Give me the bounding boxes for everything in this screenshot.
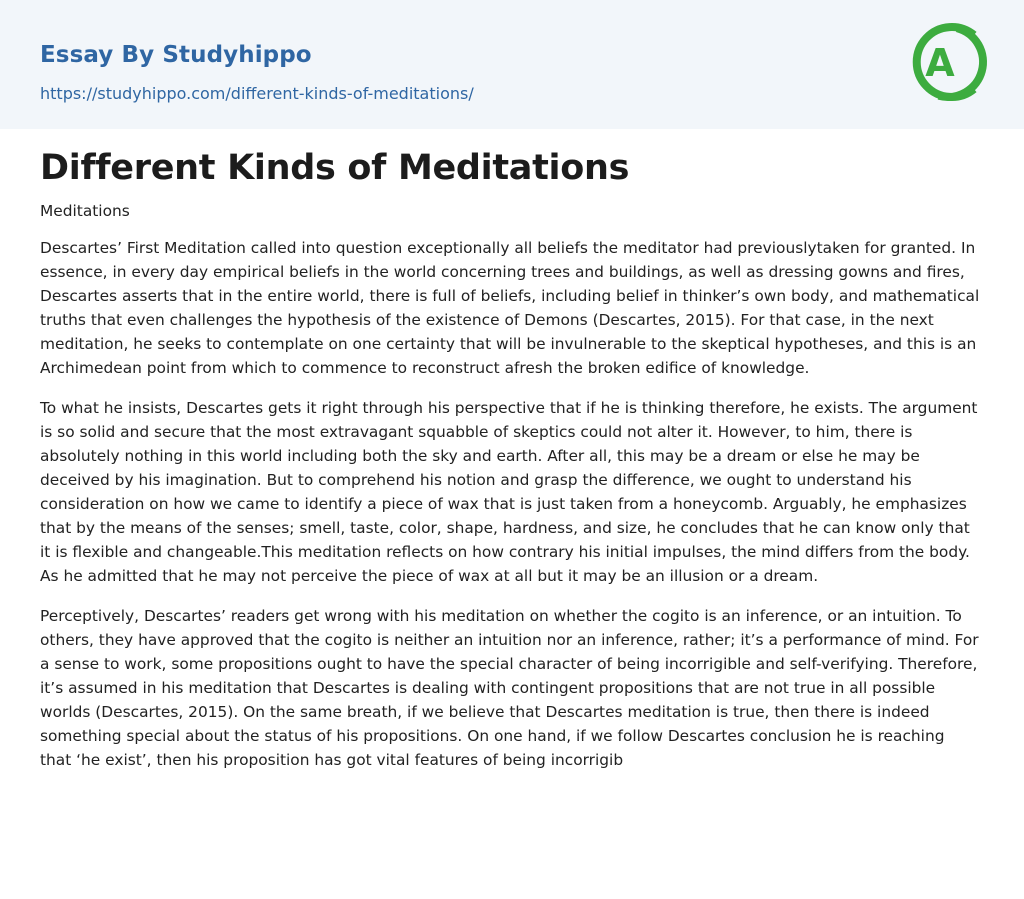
- site-header: [0, 0, 1024, 129]
- page-url-link[interactable]: https://studyhippo.com/different-kinds-of-meditations/: [40, 84, 474, 103]
- article-paragraph: To what he insists, Descartes gets it right through his perspective that if he is thinking therefore, he exists. The argument is so solid and secure that the most extravagant squabble of skeptics could not alter it. However, to him, there is absolutely nothing in this world including both the sky and earth. After all, this may be a dream or else he may be deceived by his imagination. But to comprehend his notion and grasp the difference, we ought to understand his consideration on how we came to identify a piece of wax that is just taken from a honeycomb. Arguably, he emphasizes that by the means of the senses; smell, taste, color, shape, hardness, and size, he concludes that he can know only that it is flexible and changeable.This meditation reflects on how contrary his initial impulses, the mind differs from the body. As he admitted that he may not perceive the piece of wax at all but it may be an illusion or a dream.: [40, 399, 978, 585]
- article-category[interactable]: Meditations: [40, 202, 130, 220]
- logo-letter: A: [925, 41, 955, 85]
- article-paragraph: Perceptively, Descartes’ readers get wrong with his meditation on whether the cogito is an inference, or an intuition. To others, they have approved that the cogito is neither an intuition nor an inference, rather; it’s a performance of mind. For a sense to work, some propositions ought to have the special character of being incorrigible and self-verifying. Therefore, it’s assumed in his meditation that Descartes is dealing with contingent propositions that are not true in all possible worlds (Descartes, 2015). On the same breath, if we believe that Descartes meditation is true, then there is indeed something special about the status of his propositions. On one hand, if we follow Descartes conclusion he is reaching that ‘he exist’, then his proposition has got vital features of being incorrigib: [40, 607, 979, 769]
- article: [40, 142, 980, 772]
- site-brand[interactable]: Essay By Studyhippo: [40, 42, 312, 68]
- logo-ring-right: [912, 18, 988, 106]
- article-paragraph: Descartes’ First Meditation called into question exceptionally all beliefs the meditator had previouslytaken for granted. In essence, in every day empirical beliefs in the world concerning trees and buildings, as well as dressing gowns and fires, Descartes asserts that in the entire world, there is full of beliefs, including belief in thinker’s own body, and mathematical truths that even challenges the hypothesis of the existence of Demons (Descartes, 2015). For that case, in the next meditation, he seeks to contemplate on one certainty that will be invulnerable to the skeptical hypotheses, and this is an Archimedean point from which to commence to reconstruct afresh the broken edifice of knowledge.: [40, 239, 980, 377]
- article-title: Different Kinds of Meditations: [40, 148, 630, 188]
